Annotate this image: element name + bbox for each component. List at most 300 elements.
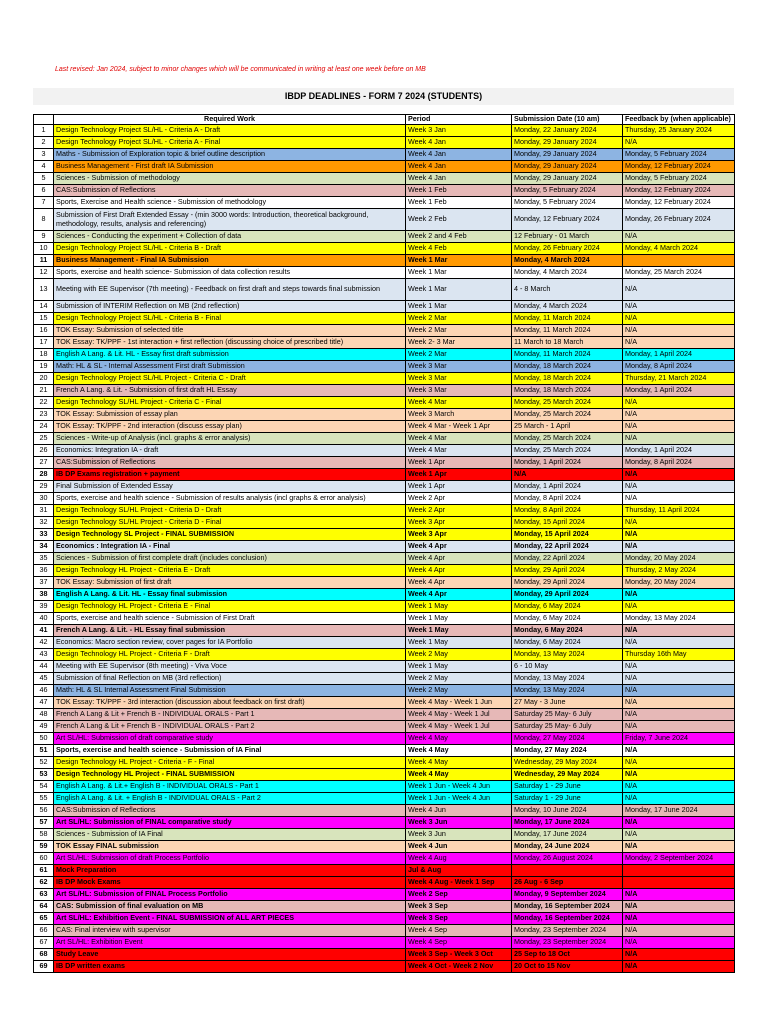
- row-required-work: TOK Essay: Submission of selected title: [54, 325, 406, 337]
- table-row: [34, 913, 735, 925]
- row-feedback: N/A: [623, 625, 735, 637]
- row-submission-date: Monday, 8 April 2024: [512, 505, 623, 517]
- table-row: [34, 889, 735, 901]
- row-period: Week 1 Mar: [406, 279, 512, 301]
- row-number: 30: [34, 493, 54, 505]
- row-feedback: Monday, 17 June 2024: [623, 805, 735, 817]
- row-number: 14: [34, 301, 54, 313]
- row-period: Week 2 Mar: [406, 325, 512, 337]
- row-period: Week 4 Jun: [406, 805, 512, 817]
- table-row: [34, 841, 735, 853]
- row-feedback: N/A: [623, 301, 735, 313]
- row-number: 29: [34, 481, 54, 493]
- row-required-work: English A Lang. & Lit. HL - Essay first draft submission: [54, 349, 406, 361]
- table-row: [34, 925, 735, 937]
- row-submission-date: Monday, 23 September 2024: [512, 925, 623, 937]
- row-feedback: N/A: [623, 769, 735, 781]
- row-period: Week 4 Aug - Week 1 Sep: [406, 877, 512, 889]
- row-number: 49: [34, 721, 54, 733]
- table-row: [34, 445, 735, 457]
- row-required-work: Submission of INTERIM Reflection on MB (2nd reflection): [54, 301, 406, 313]
- row-submission-date: Monday, 29 January 2024: [512, 173, 623, 185]
- row-number: 51: [34, 745, 54, 757]
- row-feedback: N/A: [623, 421, 735, 433]
- row-feedback: N/A: [623, 685, 735, 697]
- row-period: Week 1 Mar: [406, 267, 512, 279]
- row-submission-date: Monday, 16 September 2024: [512, 901, 623, 913]
- row-number: 10: [34, 243, 54, 255]
- row-feedback: N/A: [623, 889, 735, 901]
- row-feedback: N/A: [623, 469, 735, 481]
- row-submission-date: Monday, 29 April 2024: [512, 589, 623, 601]
- table-row: [34, 901, 735, 913]
- row-period: Week 3 Mar: [406, 361, 512, 373]
- row-submission-date: Monday, 11 March 2024: [512, 325, 623, 337]
- row-number: 28: [34, 469, 54, 481]
- row-required-work: Final Submission of Extended Essay: [54, 481, 406, 493]
- row-period: Week 4 Feb: [406, 243, 512, 255]
- row-submission-date: Monday, 18 March 2024: [512, 361, 623, 373]
- row-submission-date: Monday, 16 September 2024: [512, 913, 623, 925]
- row-feedback: N/A: [623, 673, 735, 685]
- row-feedback: Monday, 8 April 2024: [623, 361, 735, 373]
- row-submission-date: Monday, 25 March 2024: [512, 397, 623, 409]
- row-required-work: TOK Essay: TK/PPF - 3rd interaction (discussion about feedback on first draft): [54, 697, 406, 709]
- row-required-work: CAS:Submission of Reflections: [54, 457, 406, 469]
- row-submission-date: Monday, 25 March 2024: [512, 433, 623, 445]
- row-period: Week 4 Jan: [406, 161, 512, 173]
- row-required-work: Math: HL & SL Internal Assessment Final Submission: [54, 685, 406, 697]
- row-period: Week 4 May: [406, 769, 512, 781]
- table-row: [34, 853, 735, 865]
- row-feedback: N/A: [623, 937, 735, 949]
- row-submission-date: Monday, 8 April 2024: [512, 493, 623, 505]
- row-feedback: Monday, 1 April 2024: [623, 385, 735, 397]
- row-period: Week 3 Jan: [406, 125, 512, 137]
- row-submission-date: Monday, 5 February 2024: [512, 185, 623, 197]
- row-period: Week 4 Mar: [406, 445, 512, 457]
- row-required-work: Design Technology Project SL/HL - Criteria A - Final: [54, 137, 406, 149]
- row-feedback: N/A: [623, 637, 735, 649]
- table-row: [34, 757, 735, 769]
- table-row: [34, 457, 735, 469]
- row-period: Jul & Aug: [406, 865, 512, 877]
- row-number: 17: [34, 337, 54, 349]
- row-number: 59: [34, 841, 54, 853]
- row-required-work: IB DP Exams registration + payment: [54, 469, 406, 481]
- table-row: [34, 161, 735, 173]
- table-row: [34, 469, 735, 481]
- table-row: [34, 781, 735, 793]
- row-required-work: Sciences - Submission of methodology: [54, 173, 406, 185]
- table-row: [34, 481, 735, 493]
- row-submission-date: Monday, 18 March 2024: [512, 373, 623, 385]
- row-number: 32: [34, 517, 54, 529]
- row-number: 9: [34, 231, 54, 243]
- row-submission-date: Monday, 27 May 2024: [512, 733, 623, 745]
- row-period: Week 3 March: [406, 409, 512, 421]
- row-required-work: Sports, exercise and health science - Submission of IA Final: [54, 745, 406, 757]
- row-feedback: Monday, 8 April 2024: [623, 457, 735, 469]
- row-required-work: English A Lang. & Lit. + English B - INDIVIDUAL ORALS - Part 2: [54, 793, 406, 805]
- row-period: Week 2 Feb: [406, 209, 512, 231]
- row-number: 4: [34, 161, 54, 173]
- row-period: Week 4 May - Week 1 Jun: [406, 697, 512, 709]
- row-required-work: Art SL/HL: Exhibition Event - FINAL SUBMISSION of ALL ART PIECES: [54, 913, 406, 925]
- row-feedback: N/A: [623, 601, 735, 613]
- table-row: [34, 937, 735, 949]
- row-required-work: Study Leave: [54, 949, 406, 961]
- row-feedback: N/A: [623, 409, 735, 421]
- table-row: [34, 433, 735, 445]
- table-row: [34, 149, 735, 161]
- row-feedback: N/A: [623, 961, 735, 973]
- row-required-work: Design Technology SL/HL Project - Criteria D - Draft: [54, 505, 406, 517]
- row-feedback: N/A: [623, 829, 735, 841]
- table-row: [34, 745, 735, 757]
- row-submission-date: Monday, 9 September 2024: [512, 889, 623, 901]
- row-number: 1: [34, 125, 54, 137]
- table-row: [34, 517, 735, 529]
- title-bar: [33, 88, 734, 105]
- row-number: 18: [34, 349, 54, 361]
- row-period: Week 1 Jun - Week 4 Jun: [406, 793, 512, 805]
- row-submission-date: 26 Aug - 6 Sep: [512, 877, 623, 889]
- row-number: 15: [34, 313, 54, 325]
- row-submission-date: Monday, 10 June 2024: [512, 805, 623, 817]
- table-row: [34, 553, 735, 565]
- row-feedback: Monday, 1 April 2024: [623, 445, 735, 457]
- row-submission-date: Monday, 24 June 2024: [512, 841, 623, 853]
- row-required-work: Design Technology HL Project - Criteria F - Draft: [54, 649, 406, 661]
- row-feedback: N/A: [623, 231, 735, 243]
- row-number: 12: [34, 267, 54, 279]
- row-required-work: CAS: Submission of final evaluation on MB: [54, 901, 406, 913]
- row-number: 68: [34, 949, 54, 961]
- row-period: Week 2 Mar: [406, 313, 512, 325]
- row-required-work: TOK Essay: TK/PPF - 1st interaction + first reflection (discussing choice of prescribed title): [54, 337, 406, 349]
- row-submission-date: Monday, 6 May 2024: [512, 613, 623, 625]
- row-feedback: N/A: [623, 721, 735, 733]
- row-period: Week 1 Mar: [406, 301, 512, 313]
- row-submission-date: Monday, 22 April 2024: [512, 541, 623, 553]
- table-row: [34, 613, 735, 625]
- row-feedback: N/A: [623, 589, 735, 601]
- table-row: [34, 577, 735, 589]
- row-submission-date: Monday, 11 March 2024: [512, 349, 623, 361]
- row-feedback: N/A: [623, 433, 735, 445]
- row-submission-date: Saturday 25 May- 6 July: [512, 709, 623, 721]
- row-submission-date: 27 May - 3 June: [512, 697, 623, 709]
- table-row: [34, 661, 735, 673]
- table-row: [34, 949, 735, 961]
- row-submission-date: Monday, 1 April 2024: [512, 481, 623, 493]
- table-row: [34, 793, 735, 805]
- row-feedback: N/A: [623, 541, 735, 553]
- row-submission-date: 25 March - 1 April: [512, 421, 623, 433]
- table-row: [34, 865, 735, 877]
- row-required-work: Sports, exercise and health science- Submission of data collection results: [54, 267, 406, 279]
- table-row: [34, 409, 735, 421]
- row-feedback: Monday, 20 May 2024: [623, 553, 735, 565]
- row-required-work: Sports, exercise and health science - Submission of results analysis (incl graphs & error analysis): [54, 493, 406, 505]
- row-feedback: Monday, 13 May 2024: [623, 613, 735, 625]
- row-feedback: N/A: [623, 325, 735, 337]
- row-submission-date: Monday, 6 May 2024: [512, 625, 623, 637]
- row-feedback: N/A: [623, 841, 735, 853]
- table-row: [34, 541, 735, 553]
- row-feedback: Thursday, 25 January 2024: [623, 125, 735, 137]
- table-row: [34, 709, 735, 721]
- table-row: [34, 397, 735, 409]
- row-required-work: Design Technology SL/HL Project - Criteria D - Final: [54, 517, 406, 529]
- row-number: 40: [34, 613, 54, 625]
- row-number: 44: [34, 661, 54, 673]
- row-submission-date: Monday, 13 May 2024: [512, 673, 623, 685]
- page-title: IBDP DEADLINES - FORM 7 2024 (STUDENTS): [284, 91, 483, 101]
- table-row: [34, 255, 735, 267]
- row-number: 11: [34, 255, 54, 267]
- table-row: [34, 349, 735, 361]
- row-period: Week 3 Apr: [406, 517, 512, 529]
- row-number: 64: [34, 901, 54, 913]
- table-row: [34, 173, 735, 185]
- row-number: 41: [34, 625, 54, 637]
- row-number: 16: [34, 325, 54, 337]
- row-period: Week 4 Sep: [406, 937, 512, 949]
- row-number: 38: [34, 589, 54, 601]
- table-row: [34, 197, 735, 209]
- row-period: Week 4 Sep: [406, 925, 512, 937]
- row-submission-date: Monday, 22 January 2024: [512, 125, 623, 137]
- row-submission-date: Monday, 1 April 2024: [512, 457, 623, 469]
- table-row: [34, 769, 735, 781]
- row-number: 26: [34, 445, 54, 457]
- row-period: Week 4 Apr: [406, 565, 512, 577]
- row-number: 34: [34, 541, 54, 553]
- row-required-work: English A Lang. & Lit. HL - Essay final submission: [54, 589, 406, 601]
- row-required-work: Economics : Integration IA - Final: [54, 541, 406, 553]
- table-row: [34, 209, 735, 231]
- row-number: 25: [34, 433, 54, 445]
- row-number: 3: [34, 149, 54, 161]
- table-row: [34, 243, 735, 255]
- header-period: Period: [406, 115, 512, 125]
- table-row: [34, 505, 735, 517]
- row-submission-date: Monday, 4 March 2024: [512, 255, 623, 267]
- row-feedback: N/A: [623, 661, 735, 673]
- row-required-work: Math: HL & SL - Internal Assessment First draft Submission: [54, 361, 406, 373]
- row-required-work: TOK Essay: TK/PPF - 2nd interaction (discuss essay plan): [54, 421, 406, 433]
- row-period: Week 4 Jan: [406, 173, 512, 185]
- row-submission-date: Monday, 25 March 2024: [512, 409, 623, 421]
- row-number: 45: [34, 673, 54, 685]
- row-number: 23: [34, 409, 54, 421]
- row-submission-date: Monday, 6 May 2024: [512, 637, 623, 649]
- table-row: [34, 373, 735, 385]
- row-number: 65: [34, 913, 54, 925]
- row-required-work: French A Lang & Lit + French B - INDIVIDUAL ORALS - Part 2: [54, 721, 406, 733]
- table-row: [34, 805, 735, 817]
- row-feedback: N/A: [623, 793, 735, 805]
- row-feedback: N/A: [623, 781, 735, 793]
- row-submission-date: Monday, 17 June 2024: [512, 829, 623, 841]
- row-submission-date: Monday, 5 February 2024: [512, 197, 623, 209]
- header-row: [34, 115, 735, 125]
- row-feedback: Monday, 12 February 2024: [623, 197, 735, 209]
- row-number: 2: [34, 137, 54, 149]
- row-feedback: N/A: [623, 745, 735, 757]
- row-number: 48: [34, 709, 54, 721]
- row-required-work: Submission of First Draft Extended Essay - (min 3000 words: Introduction, theoretical background, methodology, results, analysis and referencing): [54, 209, 406, 231]
- row-period: Week 4 Apr: [406, 589, 512, 601]
- row-period: Week 4 Apr: [406, 541, 512, 553]
- table-row: [34, 231, 735, 243]
- row-number: 5: [34, 173, 54, 185]
- row-number: 21: [34, 385, 54, 397]
- table-row: [34, 421, 735, 433]
- row-period: Week 3 Jun: [406, 817, 512, 829]
- row-required-work: CAS:Submission of Reflections: [54, 805, 406, 817]
- row-number: 63: [34, 889, 54, 901]
- row-required-work: Business Management - First draft IA Submission: [54, 161, 406, 173]
- row-feedback: N/A: [623, 949, 735, 961]
- row-period: Week 1 Feb: [406, 197, 512, 209]
- row-period: Week 4 Mar: [406, 397, 512, 409]
- row-period: Week 3 Jun: [406, 829, 512, 841]
- row-number: 67: [34, 937, 54, 949]
- row-period: Week 2- 3 Mar: [406, 337, 512, 349]
- row-required-work: French A Lang. & Lit. - HL Essay final submission: [54, 625, 406, 637]
- row-required-work: Art SL/HL: Submission of draft Process Portfolio: [54, 853, 406, 865]
- row-number: 19: [34, 361, 54, 373]
- row-feedback: N/A: [623, 337, 735, 349]
- row-number: 8: [34, 209, 54, 231]
- table-row: [34, 685, 735, 697]
- row-required-work: Art SL/HL: Submission of draft comparative study: [54, 733, 406, 745]
- row-required-work: Design Technology HL Project - Criteria - F - Final: [54, 757, 406, 769]
- row-number: 69: [34, 961, 54, 973]
- row-number: 53: [34, 769, 54, 781]
- row-submission-date: Saturday 1 - 29 June: [512, 793, 623, 805]
- row-submission-date: 12 February - 01 March: [512, 231, 623, 243]
- header-submission-date: Submission Date (10 am): [512, 115, 623, 125]
- table-row: [34, 313, 735, 325]
- row-period: Week 1 May: [406, 637, 512, 649]
- row-required-work: Design Technology SL/HL Project - Criteria C - Final: [54, 397, 406, 409]
- row-period: Week 1 May: [406, 661, 512, 673]
- table-row: [34, 279, 735, 301]
- row-number: 55: [34, 793, 54, 805]
- row-period: Week 4 May: [406, 745, 512, 757]
- row-feedback: [623, 877, 735, 889]
- row-feedback: Monday, 5 February 2024: [623, 173, 735, 185]
- row-required-work: Economics: Macro section review, cover pages for IA Portfolio: [54, 637, 406, 649]
- row-submission-date: Monday, 15 April 2024: [512, 529, 623, 541]
- row-required-work: French A Lang & Lit + French B - INDIVIDUAL ORALS - Part 1: [54, 709, 406, 721]
- row-period: Week 4 Mar - Week 1 Apr: [406, 421, 512, 433]
- row-submission-date: Monday, 11 March 2024: [512, 313, 623, 325]
- row-submission-date: Monday, 13 May 2024: [512, 685, 623, 697]
- row-required-work: Economics: Integration IA - draft: [54, 445, 406, 457]
- row-required-work: TOK Essay: Submission of first draft: [54, 577, 406, 589]
- row-feedback: Thursday, 21 March 2024: [623, 373, 735, 385]
- row-required-work: IB DP written exams: [54, 961, 406, 973]
- row-required-work: Sciences - Conducting the experiment + Collection of data: [54, 231, 406, 243]
- table-row: [34, 385, 735, 397]
- row-feedback: N/A: [623, 697, 735, 709]
- row-required-work: Sciences - Submission of first complete draft (includes conclusion): [54, 553, 406, 565]
- row-feedback: N/A: [623, 397, 735, 409]
- row-period: Week 1 Apr: [406, 469, 512, 481]
- row-number: 33: [34, 529, 54, 541]
- row-required-work: Art SL/HL: Exhibition Event: [54, 937, 406, 949]
- row-submission-date: 25 Sep to 18 Oct: [512, 949, 623, 961]
- row-feedback: Thursday, 11 April 2024: [623, 505, 735, 517]
- row-feedback: N/A: [623, 709, 735, 721]
- row-feedback: Thursday 16th May: [623, 649, 735, 661]
- table-row: [34, 877, 735, 889]
- row-period: Week 1 Feb: [406, 185, 512, 197]
- row-feedback: Monday, 4 March 2024: [623, 243, 735, 255]
- row-period: Week 1 Apr: [406, 457, 512, 469]
- row-submission-date: Monday, 13 May 2024: [512, 649, 623, 661]
- table-row: [34, 267, 735, 279]
- row-submission-date: Monday, 6 May 2024: [512, 601, 623, 613]
- row-submission-date: Monday, 26 February 2024: [512, 243, 623, 255]
- row-number: 46: [34, 685, 54, 697]
- row-period: Week 4 May - Week 1 Jul: [406, 709, 512, 721]
- row-period: Week 3 Sep: [406, 901, 512, 913]
- row-submission-date: Saturday 25 May- 6 July: [512, 721, 623, 733]
- row-feedback: N/A: [623, 913, 735, 925]
- row-period: Week 1 Mar: [406, 255, 512, 267]
- row-submission-date: Monday, 15 April 2024: [512, 517, 623, 529]
- row-number: 66: [34, 925, 54, 937]
- row-number: 27: [34, 457, 54, 469]
- row-required-work: Business Management - Final IA Submission: [54, 255, 406, 267]
- row-feedback: N/A: [623, 313, 735, 325]
- row-required-work: English A Lang. & Lit.+ English B - INDIVIDUAL ORALS - Part 1: [54, 781, 406, 793]
- header-feedback: Feedback by (when applicable): [623, 115, 735, 125]
- row-number: 54: [34, 781, 54, 793]
- table-row: [34, 337, 735, 349]
- table-row: [34, 625, 735, 637]
- header-required-work: Required Work: [54, 115, 406, 125]
- row-required-work: Design Technology HL Project - FINAL SUBMISSION: [54, 769, 406, 781]
- row-number: 62: [34, 877, 54, 889]
- table-row: [34, 325, 735, 337]
- table-row: [34, 733, 735, 745]
- row-period: Week 4 May: [406, 757, 512, 769]
- row-period: Week 1 May: [406, 601, 512, 613]
- row-submission-date: Monday, 29 January 2024: [512, 161, 623, 173]
- row-period: Week 3 Sep - Week 3 Oct: [406, 949, 512, 961]
- table-row: [34, 185, 735, 197]
- table-row: [34, 361, 735, 373]
- table-row: [34, 601, 735, 613]
- row-submission-date: Monday, 26 August 2024: [512, 853, 623, 865]
- row-number: 52: [34, 757, 54, 769]
- row-feedback: N/A: [623, 517, 735, 529]
- row-period: Week 2 May: [406, 673, 512, 685]
- row-submission-date: 11 March to 18 March: [512, 337, 623, 349]
- table-row: [34, 637, 735, 649]
- table-row: [34, 137, 735, 149]
- row-required-work: Maths - Submission of Exploration topic & brief outline description: [54, 149, 406, 161]
- row-submission-date: 20 Oct to 15 Nov: [512, 961, 623, 973]
- table-row: [34, 125, 735, 137]
